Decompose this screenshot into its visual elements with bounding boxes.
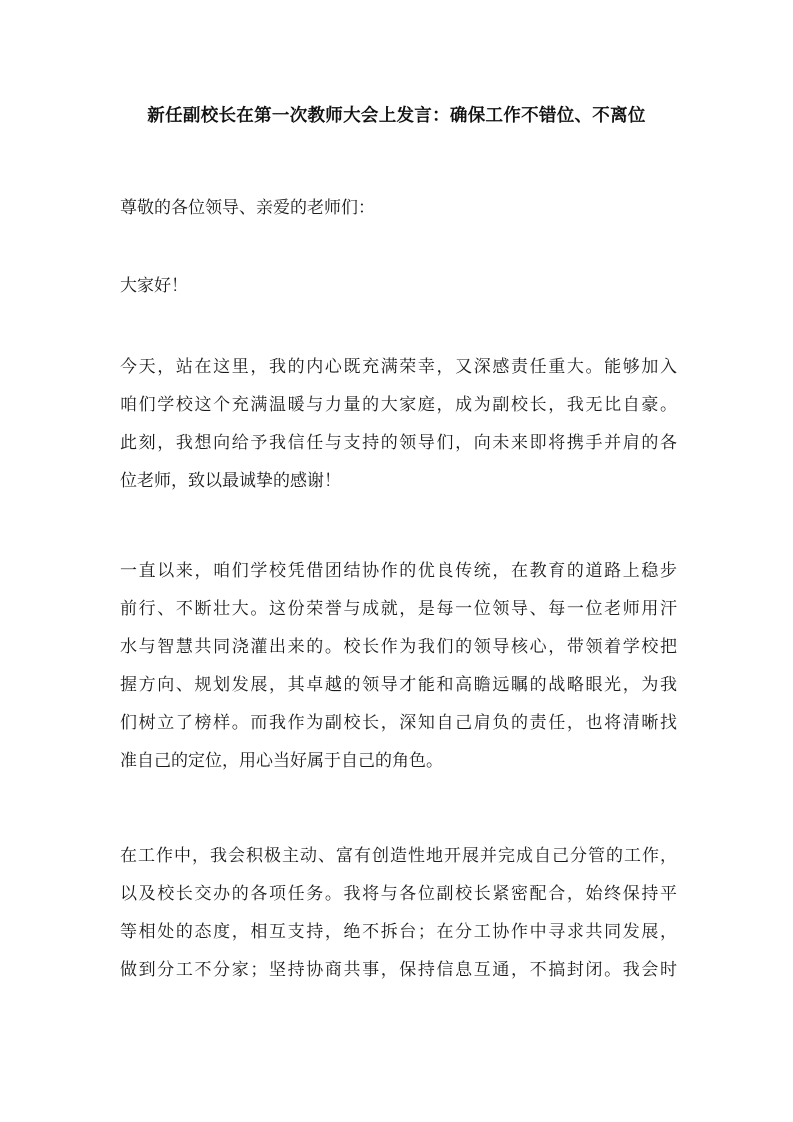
- paragraph-line: 做到分工不分家；坚持协商共事，保持信息互通，不搞封闭。我会时: [120, 960, 677, 980]
- paragraph-line: 等相处的态度，相互支持，绝不拆台；在分工协作中寻求共同发展，: [120, 922, 677, 942]
- greeting: [120, 267, 677, 305]
- paragraph-line: 此刻，我想向给予我信任与支持的领导们，向未来即将携手并肩的各: [120, 433, 677, 453]
- paragraph-line: 以及校长交办的各项任务。我将与各位副校长紧密配合，始终保持平: [120, 884, 677, 904]
- paragraph-line: 一直以来，咱们学校凭借团结协作的优良传统，在教育的道路上稳步: [120, 561, 677, 581]
- salutation: [120, 189, 677, 227]
- greeting-line: 大家好！: [120, 276, 188, 296]
- paragraph-line: 咱们学校这个充满温暖与力量的大家庭，成为副校长，我无比自豪。: [120, 395, 677, 415]
- paragraph-3: [120, 837, 677, 989]
- paragraph-line: 位老师，致以最诚挚的感谢！: [120, 471, 341, 491]
- paragraph-line: 今天，站在这里，我的内心既充满荣幸，又深感责任重大。能够加入: [120, 357, 677, 377]
- paragraph-line: 前行、不断壮大。这份荣誉与成就，是每一位领导、每一位老师用汗: [120, 599, 677, 619]
- salutation-line: 尊敬的各位领导、亲爱的老师们：: [120, 198, 375, 218]
- paragraph-line: 水与智慧共同浇灌出来的。校长作为我们的领导核心，带领着学校把: [120, 637, 677, 657]
- paragraph-2: [120, 552, 677, 780]
- paragraph-line: 在工作中，我会积极主动、富有创造性地开展并完成自己分管的工作，: [120, 846, 677, 866]
- paragraph-line: 们树立了榜样。而我作为副校长，深知自己肩负的责任，也将清晰找: [120, 713, 677, 733]
- paragraph-1: [120, 348, 677, 500]
- paragraph-line: 准自己的定位，用心当好属于自己的角色。: [120, 751, 443, 771]
- paragraph-line: 握方向、规划发展，其卓越的领导才能和高瞻远瞩的战略眼光，为我: [120, 675, 677, 695]
- document-title: 新任副校长在第一次教师大会上发言：确保工作不错位、不离位: [147, 106, 646, 126]
